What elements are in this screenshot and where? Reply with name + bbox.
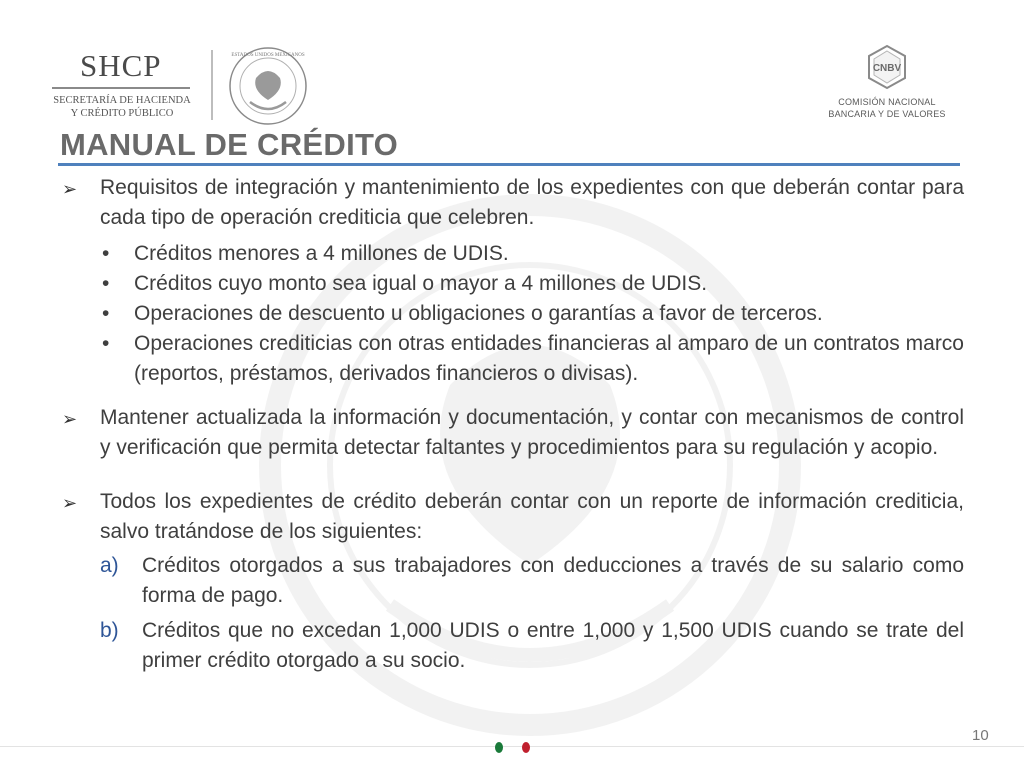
green-dot-icon [495, 742, 503, 753]
arrow-bullet-icon: ➢ [62, 409, 78, 429]
seal-text: ESTADOS UNIDOS MEXICANOS [231, 53, 305, 58]
list-item-letter: b) [100, 619, 119, 642]
list-item [100, 329, 964, 389]
arrow-item [62, 173, 964, 233]
cnbv-logo-line1: COMISIÓN NACIONAL [838, 97, 936, 107]
page-number: 10 [972, 727, 989, 744]
shcp-logo-line1: SECRETARÍA DE HACIENDA [53, 95, 191, 106]
list-item [100, 551, 964, 611]
bullet-dot-icon: • [102, 242, 110, 265]
lettered-list [100, 551, 964, 676]
section-expedientes [62, 487, 964, 676]
arrow-bullet-icon: ➢ [62, 493, 78, 513]
list-item-text: Operaciones crediticias con otras entidades financieras al amparo de un contratos marco (reportos, préstamos, derivados financieros o divisas). [134, 332, 964, 385]
shcp-logo-divider [52, 87, 190, 89]
list-item-text: Operaciones de descuento u obligaciones o garantías a favor de terceros. [134, 302, 823, 325]
list-item [100, 299, 964, 329]
footer-divider [0, 746, 1024, 747]
logo-separator [211, 50, 213, 120]
cnbv-logo [822, 44, 952, 119]
section-requisitos [62, 173, 964, 389]
arrow-item-text: Mantener actualizada la información y documentación, y contar con mecanismos de control y verificación que permita detectar faltantes y procedimientos para su regulación y acopio. [100, 406, 964, 459]
list-item-text: Créditos otorgados a sus trabajadores con deducciones a través de su salario como forma de pago. [142, 554, 964, 607]
bullet-dot-icon: • [102, 302, 110, 325]
shcp-logo-line2: Y CRÉDITO PÚBLICO [70, 108, 174, 119]
slide-content [62, 173, 964, 681]
list-item [100, 239, 964, 269]
arrow-item [62, 487, 964, 547]
arrow-bullet-icon: ➢ [62, 179, 78, 199]
shcp-logo [52, 48, 202, 120]
arrow-item-text: Requisitos de integración y mantenimiento de los expedientes con que deberán contar para cada tipo de operación crediticia que celebren. [100, 176, 964, 229]
shcp-logo-title: SHCP [80, 48, 162, 83]
bullet-list [100, 239, 964, 389]
section-mantener [62, 403, 964, 463]
list-item [100, 616, 964, 676]
list-item-text: Créditos menores a 4 millones de UDIS. [134, 242, 509, 265]
cnbv-badge-text: CNBV [872, 63, 902, 74]
bullet-dot-icon: • [102, 272, 110, 295]
arrow-item [62, 403, 964, 463]
cnbv-badge-icon [864, 44, 910, 90]
list-item [100, 269, 964, 299]
arrow-item-text: Todos los expedientes de crédito deberán contar con un reporte de información crediticia, salvo tratándose de los siguientes: [100, 490, 964, 543]
bullet-dot-icon: • [102, 332, 110, 355]
page-title: MANUAL DE CRÉDITO [60, 127, 399, 162]
red-dot-icon [522, 742, 530, 753]
title-underline [58, 163, 960, 166]
list-item-text: Créditos que no excedan 1,000 UDIS o entre 1,000 y 1,500 UDIS cuando se trate del primer crédito otorgado a su socio. [142, 619, 964, 672]
national-seal-icon [226, 44, 310, 128]
list-item-text: Créditos cuyo monto sea igual o mayor a 4 millones de UDIS. [134, 272, 708, 295]
list-item-letter: a) [100, 554, 119, 577]
cnbv-logo-line2: BANCARIA Y DE VALORES [828, 109, 946, 119]
